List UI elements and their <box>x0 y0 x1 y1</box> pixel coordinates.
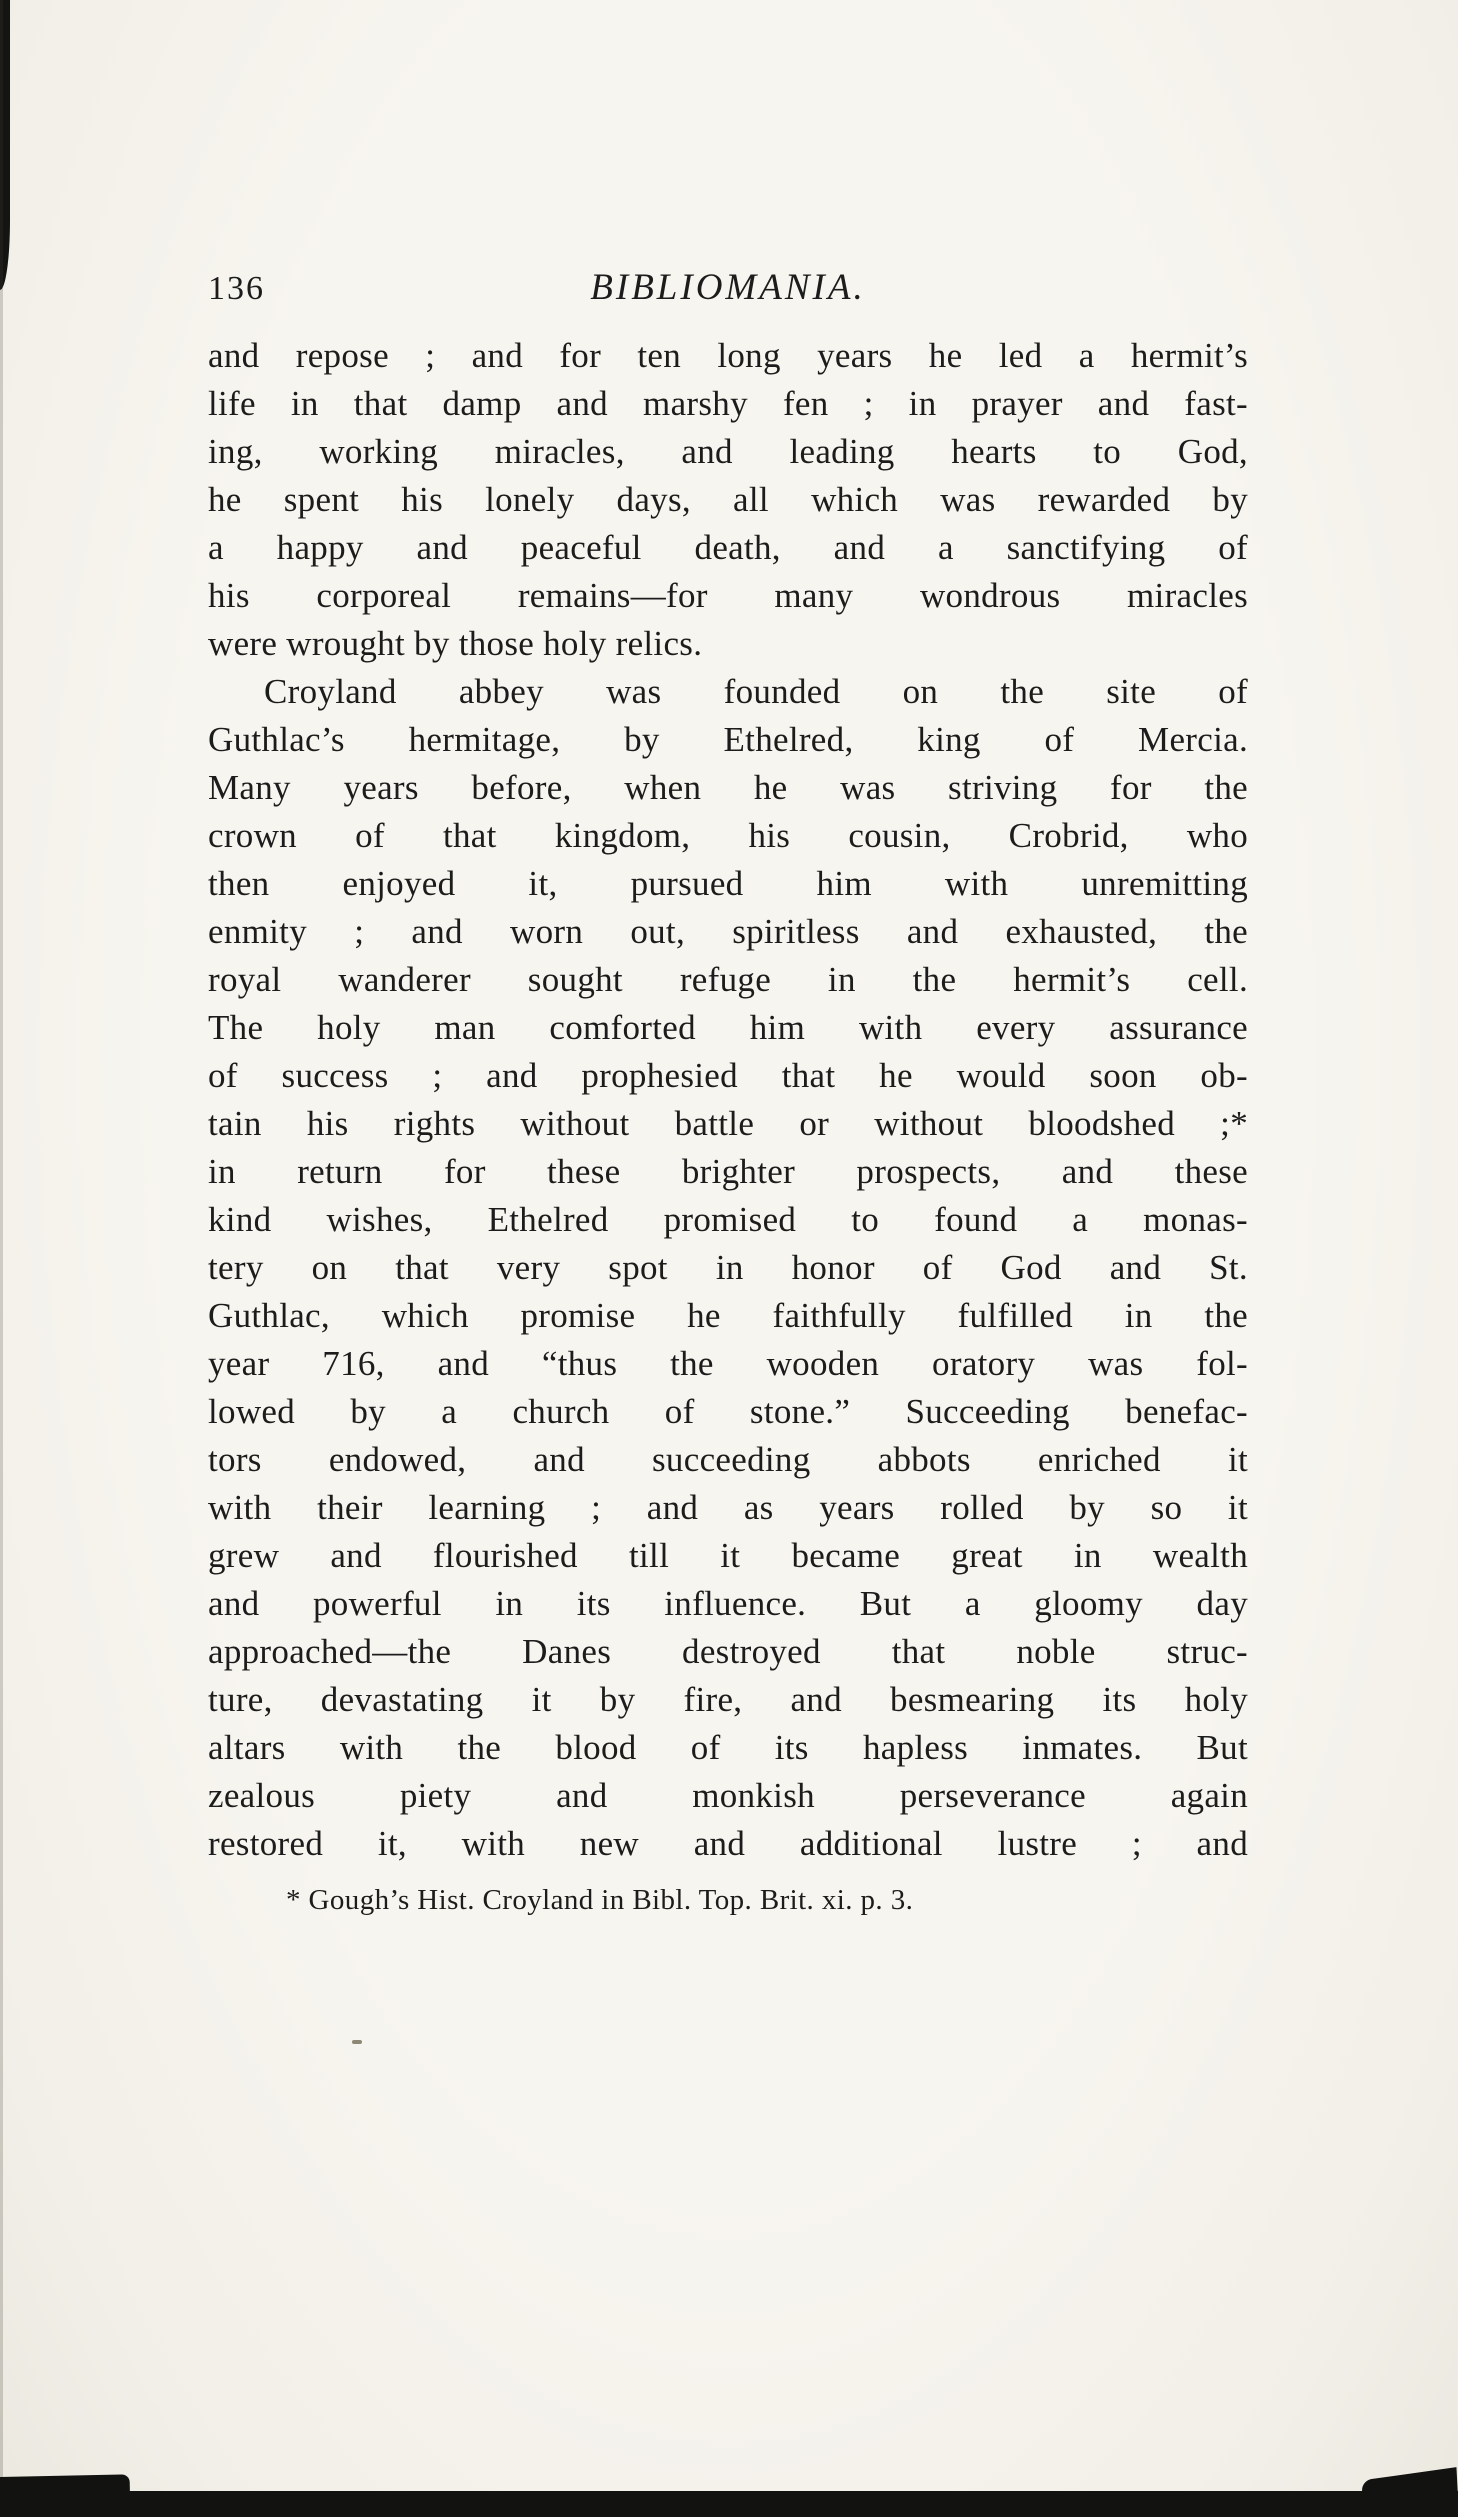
text-line: year 716, and “thus the wooden oratory was fol- <box>208 1344 1248 1383</box>
text-line: grew and flourished till it became great in wealth <box>208 1536 1248 1575</box>
text-line: zealous piety and monkish perseverance again <box>208 1776 1248 1815</box>
text-line: his corporeal remains—for many wondrous miracles <box>208 576 1248 615</box>
text-line: tors endowed, and succeeding abbots enriched it <box>208 1440 1248 1479</box>
text-line: and powerful in its influence. But a gloomy day <box>208 1584 1248 1623</box>
page-number: 136 <box>208 270 265 307</box>
text-line: crown of that kingdom, his cousin, Crobrid, who <box>208 816 1248 855</box>
running-title: BIBLIOMANIA. <box>590 267 866 308</box>
text-line: he spent his lonely days, all which was rewarded by <box>208 480 1248 519</box>
text-line: Many years before, when he was striving for the <box>208 768 1248 807</box>
text-line: a happy and peaceful death, and a sanctifying of <box>208 528 1248 567</box>
text-line: ture, devastating it by fire, and besmearing its holy <box>208 1680 1248 1719</box>
text-line: ing, working miracles, and leading hearts to God, <box>208 432 1248 471</box>
scan-edge-bottom-left <box>0 2474 130 2497</box>
scan-edge-bottom <box>0 2491 1458 2517</box>
text-line: life in that damp and marshy fen ; in prayer and fast- <box>208 384 1248 423</box>
text-line: royal wanderer sought refuge in the hermit’s cell. <box>208 960 1248 999</box>
text-line: Guthlac’s hermitage, by Ethelred, king of Mercia. <box>208 720 1248 759</box>
text-line: lowed by a church of stone.” Succeeding benefac- <box>208 1392 1248 1431</box>
scan-speck <box>352 2040 362 2044</box>
text-line: Croyland abbey was founded on the site of <box>264 672 1248 711</box>
text-line: tery on that very spot in honor of God and St. <box>208 1248 1248 1287</box>
text-line: restored it, with new and additional lustre ; and <box>208 1824 1248 1863</box>
text-line: and repose ; and for ten long years he led a hermit’s <box>208 336 1248 375</box>
text-line: then enjoyed it, pursued him with unremitting <box>208 864 1248 903</box>
text-line: in return for these brighter prospects, and these <box>208 1152 1248 1191</box>
text-line: altars with the blood of its hapless inmates. But <box>208 1728 1248 1767</box>
text-line: The holy man comforted him with every assurance <box>208 1008 1248 1047</box>
scan-edge-left-line <box>0 0 3 2517</box>
text-line: enmity ; and worn out, spiritless and exhausted, the <box>208 912 1248 951</box>
page-header <box>208 266 1248 318</box>
footnote: * Gough’s Hist. Croyland in Bibl. Top. Brit. xi. p. 3. <box>286 1884 914 1916</box>
body-text <box>208 332 1248 1868</box>
text-line: approached—the Danes destroyed that noble struc- <box>208 1632 1248 1671</box>
text-line: kind wishes, Ethelred promised to found a monas- <box>208 1200 1248 1239</box>
text-line: with their learning ; and as years rolled by so it <box>208 1488 1248 1527</box>
text-line: tain his rights without battle or without bloodshed ;* <box>208 1104 1248 1143</box>
text-line: were wrought by those holy relics. <box>208 624 703 663</box>
text-line: of success ; and prophesied that he would soon ob- <box>208 1056 1248 1095</box>
text-line: Guthlac, which promise he faithfully fulfilled in the <box>208 1296 1248 1335</box>
